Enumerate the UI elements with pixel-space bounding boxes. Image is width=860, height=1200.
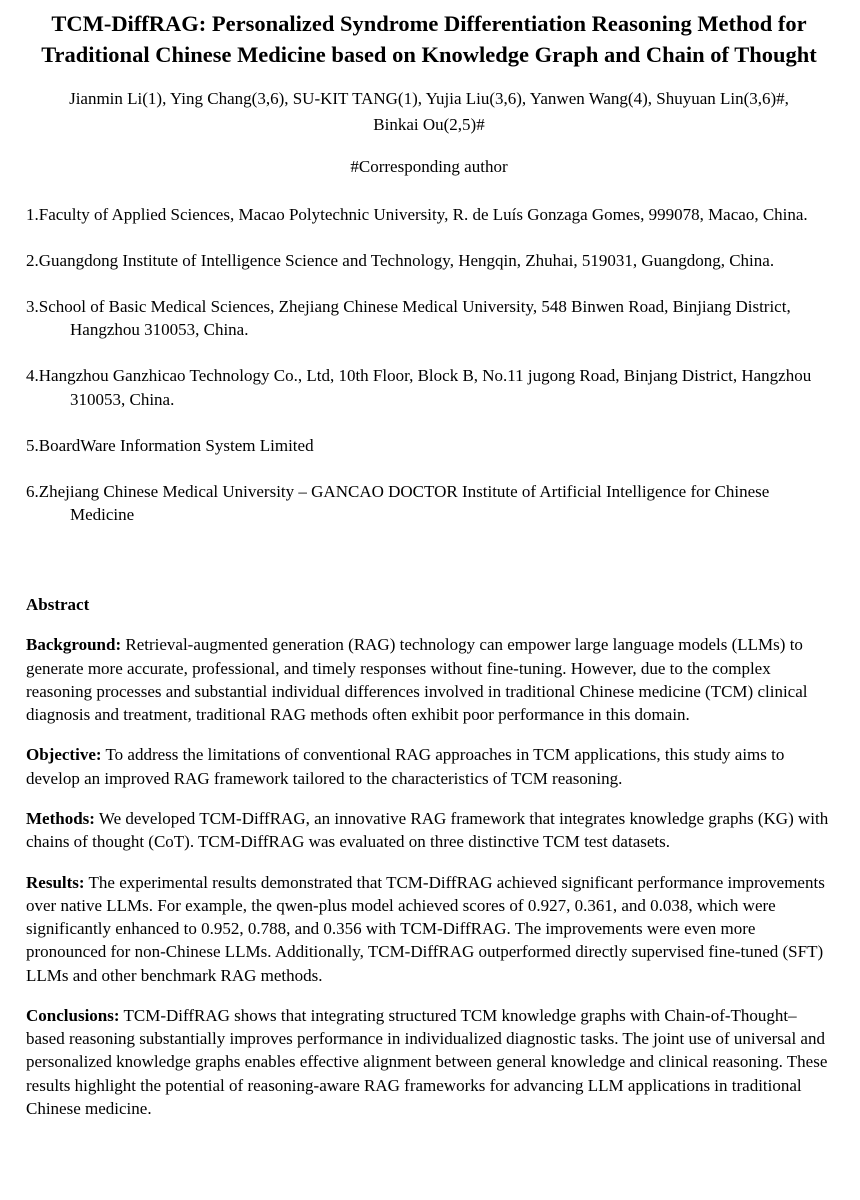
affiliation-number: 5. <box>26 435 39 455</box>
section-label: Objective: <box>26 745 102 765</box>
affiliation-item <box>26 434 832 458</box>
affiliation-text: Guangdong Institute of Intelligence Science and Technology, Hengqin, Zhuhai, 519031, Guangdong, China. <box>38 250 775 270</box>
section-label: Conclusions: <box>26 1005 120 1025</box>
corresponding-author-note: #Corresponding author <box>350 157 508 177</box>
affiliation-text: School of Basic Medical Sciences, Zhejiang Chinese Medical University, 548 Binwen Road, Binjiang District, Hangzhou 310053, China. <box>38 296 791 340</box>
affiliation-item <box>26 364 832 412</box>
affiliation-text: Faculty of Applied Sciences, Macao Polytechnic University, R. de Luís Gonzaga Gomes, 999078, Macao, China. <box>38 205 808 225</box>
affiliation-item <box>26 480 832 528</box>
paper-title: TCM-DiffRAG: Personalized Syndrome Differentiation Reasoning Method for Traditional Chinese Medicine based on Knowledge Graph and Chain of Thought <box>41 11 817 68</box>
affiliation-item <box>26 249 832 273</box>
affiliation-number: 3. <box>26 296 39 316</box>
section-text: To address the limitations of conventional RAG approaches in TCM applications, this study aims to develop an improved RAG framework tailored to the characteristics of TCM reasoning. <box>26 745 785 788</box>
affiliation-item <box>26 203 832 227</box>
affiliation-text: Hangzhou Ganzhicao Technology Co., Ltd, 10th Floor, Block B, No.11 jugong Road, Binjang District, Hangzhou 310053, China. <box>38 366 812 410</box>
section-label: Results: <box>26 872 85 892</box>
affiliation-number: 1. <box>26 205 39 225</box>
affiliation-text: Zhejiang Chinese Medical University – GANCAO DOCTOR Institute of Artificial Intelligence for Chinese Medicine <box>38 481 770 525</box>
abstract-section-results <box>26 871 832 987</box>
section-text: TCM-DiffRAG shows that integrating structured TCM knowledge graphs with Chain-of-Thought–based reasoning substantially improves performance in individualized diagnostic tasks. The joint use of universal and personalized knowledge graphs enables effective alignment between general knowledge and clinical reasoning. These results highlight the potential of reasoning-aware RAG frameworks for advancing LLM applications in traditional Chinese medicine. <box>26 1005 828 1119</box>
affiliation-number: 2. <box>26 250 39 270</box>
abstract-section-objective <box>26 743 832 790</box>
author-list: Jianmin Li(1), Ying Chang(3,6), SU-KIT TANG(1), Yujia Liu(3,6), Yanwen Wang(4), Shuyuan Lin(3,6)#, Binkai Ou(2,5)# <box>69 89 789 134</box>
abstract-heading: Abstract <box>26 595 90 615</box>
section-text: We developed TCM-DiffRAG, an innovative RAG framework that integrates knowledge graphs (KG) with chains of thought (CoT). TCM-DiffRAG was evaluated on three distinctive TCM test datasets. <box>26 808 829 852</box>
abstract-section-conclusions <box>26 1004 832 1120</box>
abstract-section-background <box>26 633 832 726</box>
section-label: Background: <box>26 635 122 655</box>
affiliation-item <box>26 295 832 343</box>
section-text: The experimental results demonstrated that TCM-DiffRAG achieved significant performance improvements over native LLMs. For example, the qwen-plus model achieved scores of 0.927, 0.361, and 0.038, which were significantly enhanced to 0.952, 0.788, and 0.356 with TCM-DiffRAG. The improvements were even more pronounced for non-Chinese LLMs. Additionally, TCM-DiffRAG outperformed directly supervised fine-tuned (SFT) LLMs and other benchmark RAG methods. <box>26 872 825 985</box>
abstract-section-methods <box>26 807 832 854</box>
affiliation-number: 6. <box>26 481 39 501</box>
abstract-body <box>26 633 832 1120</box>
section-label: Methods: <box>26 808 95 828</box>
affiliation-number: 4. <box>26 366 39 386</box>
section-text: Retrieval-augmented generation (RAG) technology can empower large language models (LLMs) to generate more accurate, professional, and timely responses without fine-tuning. However, due to the complex reasoning processes and substantial individual differences involved in traditional Chinese medicine (TCM) clinical diagnosis and treatment, traditional RAG methods often exhibit poor performance in this domain. <box>26 635 808 725</box>
affiliation-text: BoardWare Information System Limited <box>38 435 314 455</box>
affiliation-list <box>26 203 832 527</box>
